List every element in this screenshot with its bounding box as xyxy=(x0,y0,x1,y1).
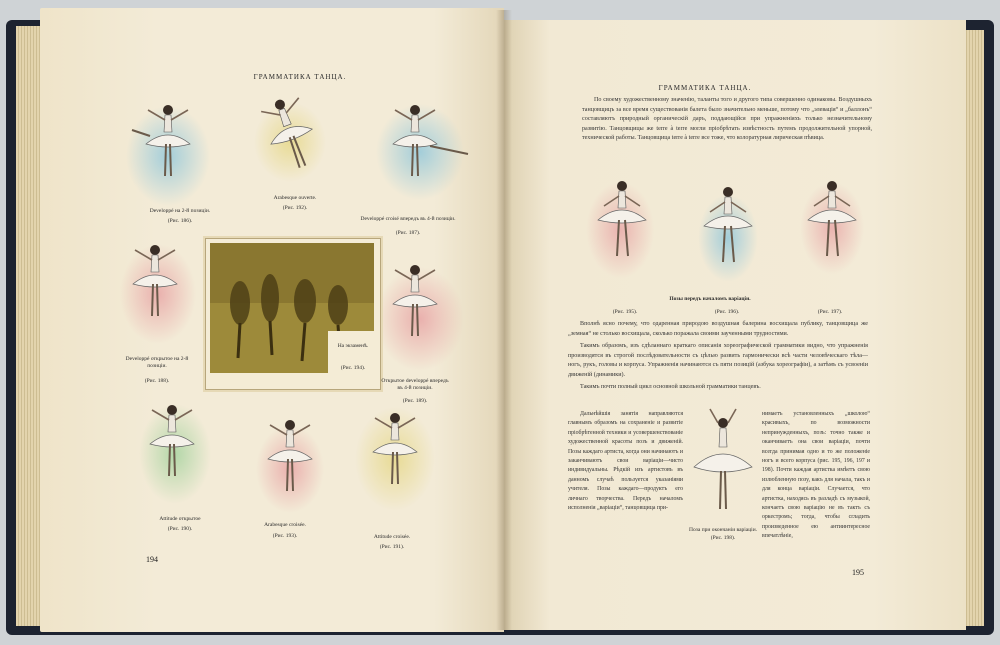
inset-caption-title: Поза при окончаніи варіаціи. xyxy=(688,527,758,533)
caption-191-num: (Рис. 191). xyxy=(379,544,405,550)
paragraph-3: Такимъ почти полный цикл основной школьной грамматики танцевъ. xyxy=(580,384,761,390)
intro-paragraph: По своему художественному значенію, таланты того и другого типа совершенно одинаковы. Воздушныхъ танцовщицъ за все время существованія балета было значительно меньше, потому что „элевація“ и „баллонъ“ составляютъ природный органическій даръ, поддающійся при упражненіяхъ только незначительному развитію. Танцовщицы же terre à terre могли пріобрѣтать извѣстность путемъ продолжительной упорной, технической работы. Танцовщица terre à terre все тоже, что колоратурная лирическая пѣвица. xyxy=(582,97,872,141)
caption-190-num: (Рис. 190). xyxy=(167,526,193,532)
caption-197-num: (Рис. 197). xyxy=(817,309,843,315)
right-intro-text xyxy=(582,96,872,147)
caption-186-num: (Рис. 186). xyxy=(167,218,193,224)
right-column-left-text xyxy=(568,410,683,516)
gutter-shadow xyxy=(496,10,512,630)
caption-191-title: Attitude croisée. xyxy=(373,534,411,540)
caption-192-title: Arabesque ouverte. xyxy=(273,195,317,201)
paragraph-2: Такимъ образомъ, изъ сдѣланнаго краткаго описанія хореографической грамматики видно, что упражненія производятся въ строгой послѣдовательности съ цѣлью развить гармонически всѣ части человѣческаго тѣла—ногъ, рукъ, головы и корпуса. Упражненія начинаются съ пяти позицій (азбука хореографіи), а затѣмъ съ усвоеніи движеній (динамики). xyxy=(568,343,868,378)
left-running-head: ГРАММАТИКА ТАНЦА. xyxy=(253,73,347,81)
inset-caption-num: (Рис. 198). xyxy=(710,535,736,541)
caption-186-title: Developpé на 2-й позиціи. xyxy=(149,208,211,214)
figure-group-caption: Позы передъ началомъ варіаціи. xyxy=(669,296,751,302)
right-main-text xyxy=(568,320,868,396)
caption-193-title: Arabesque croisée. xyxy=(264,522,306,528)
column-left-paragraph: Дальнѣйшія занятія направляются главнымъ образомъ на сохраненіе и развитіе пріобрѣтенной техники и усовершенствованіе художественной красоты позъ и движеній. Позы каждаго артиста, когда они начинаютъ и заканчиваютъ свои варіаціи—чисто индивидуальны. Рѣдкій изъ артистовъ въ данномъ случаѣ пользуется указаніями учителя. Позы каждаго—продуктъ его личнаго творчества. Передъ началомъ исполненія „варіаціи“, танцовщица при- xyxy=(568,411,683,512)
right-page-number: 195 xyxy=(852,568,864,577)
caption-187-title: Developpé croisé впередъ въ 4-й позиціи. xyxy=(360,216,456,222)
right-column-right-text xyxy=(762,410,870,545)
caption-189-title: Открытое developpé впередъ въ 4-й позиціи. xyxy=(381,378,449,391)
right-figure-plates xyxy=(580,150,880,290)
caption-196-num: (Рис. 196). xyxy=(714,309,740,315)
caption-photo-num: (Рис. 194). xyxy=(340,365,366,371)
paragraph-1: Вполнѣ ясно почему, что одаренная природою воздушная балерина восхищала публику, танцовщица же „земная“ не столько восхищала, сколько поражала своими заученными трудностями. xyxy=(568,321,868,337)
right-running-head: ГРАММАТИКА ТАНЦА. xyxy=(658,84,752,92)
caption-187-num: (Рис. 187). xyxy=(395,230,421,236)
caption-photo-title: На экзаменѣ. xyxy=(337,343,369,349)
photo-dancers-image xyxy=(210,243,374,373)
column-right-paragraph: нимаетъ установленныхъ „школою“ красивыхъ, по возможности непринужденныхъ, позъ: точно также и оканчиваетъ она свои варіаціи, почти всегда принимая одно и то же положеніе ногъ и всего корпуса (рис. 195, 196, 197 и 198). Почти каждая артистка имѣетъ свою излюбленную позу, какъ для начала, такъ и для конца варіаціи. Случается, что артистка, находясь въ разладѣ съ музыкой, кончаетъ свою варіацію не въ тактъ съ оркестромъ; тогда, чтобы сгладить произведенное ею антиинтересное впечатлѣніе, xyxy=(762,411,870,540)
caption-188-num: (Рис. 188). xyxy=(144,378,170,384)
caption-192-num: (Рис. 192). xyxy=(282,205,308,211)
left-page-number: 194 xyxy=(146,555,158,564)
caption-195-num: (Рис. 195). xyxy=(612,309,638,315)
caption-190-title: Attitude открытое xyxy=(159,516,201,522)
caption-188-title: Developpé открытое на 2-й позиціи. xyxy=(125,356,189,369)
caption-193-num: (Рис. 193). xyxy=(272,533,298,539)
photo-plate-exam xyxy=(205,238,381,390)
inset-figure-198 xyxy=(688,405,758,525)
caption-189-num: (Рис. 189). xyxy=(402,398,428,404)
